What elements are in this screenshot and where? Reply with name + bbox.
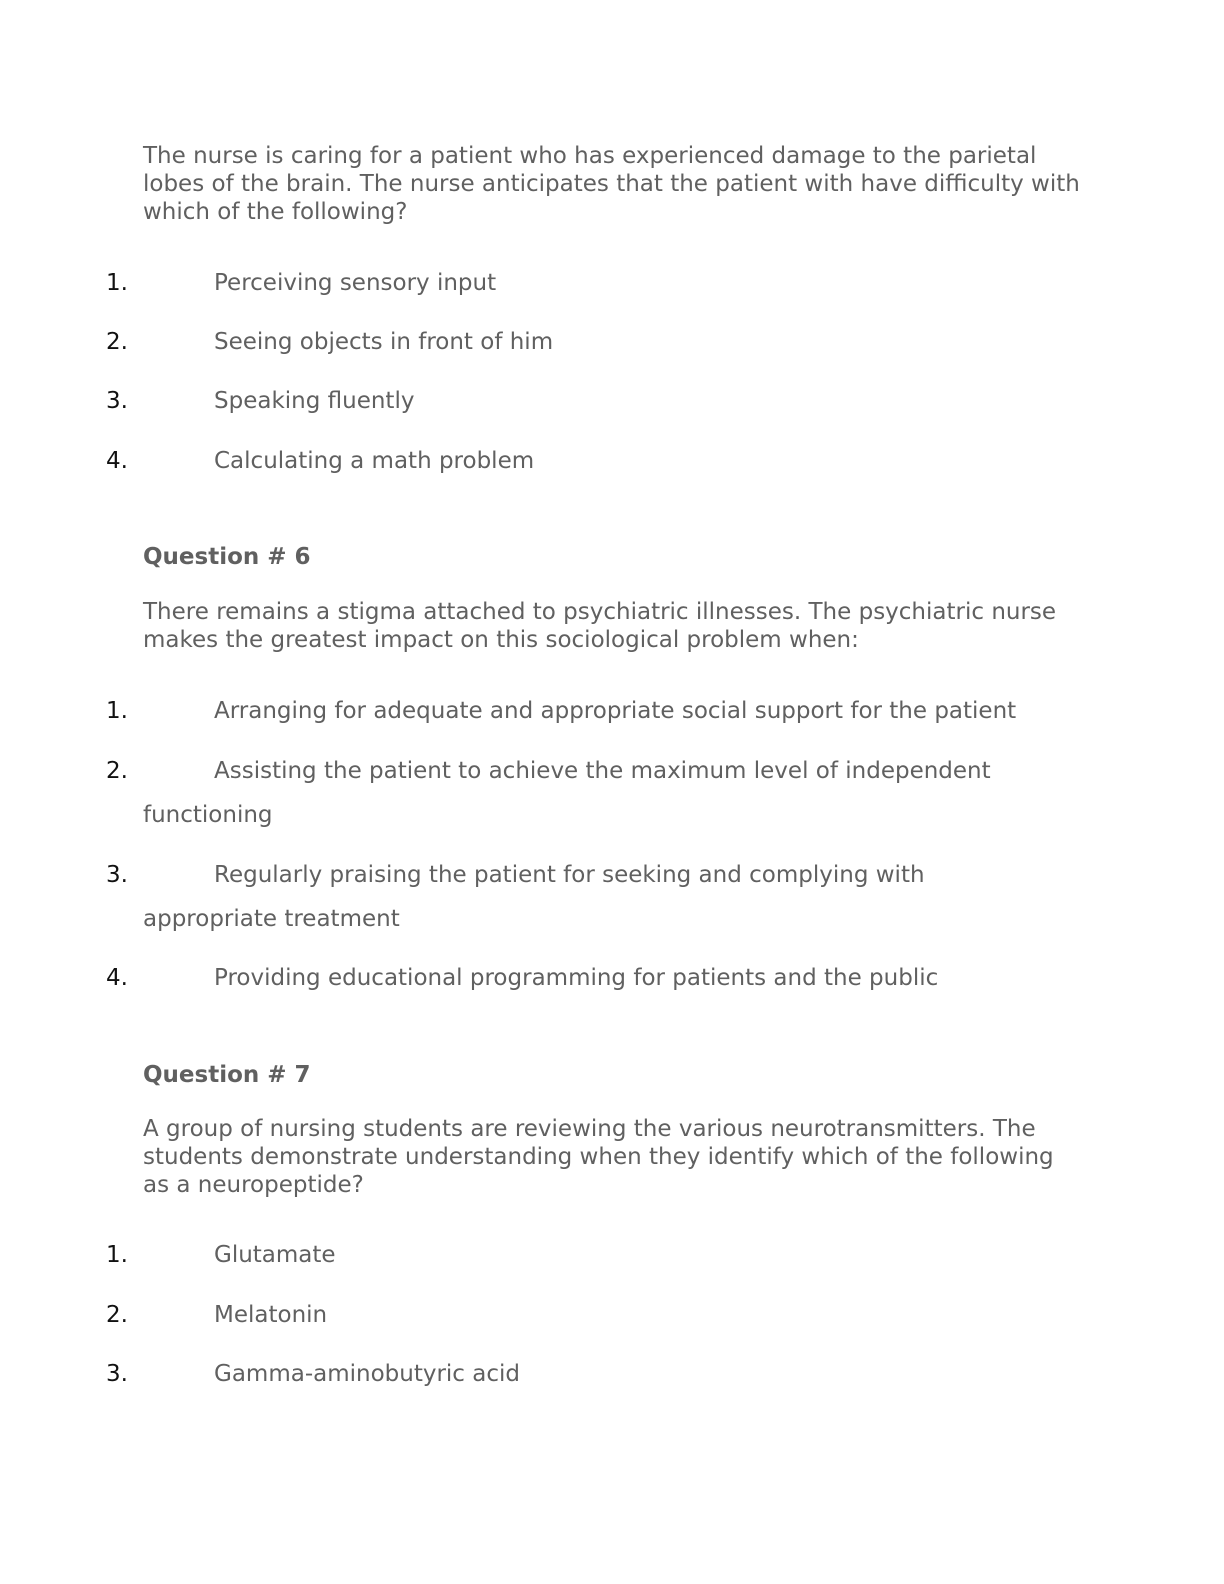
q5-option-2-number: 2. — [106, 329, 128, 355]
q6-option-3-text: Regularly praising the patient for seeking and complying with — [214, 862, 925, 888]
q5-option-1-number: 1. — [106, 270, 128, 296]
q7-option-1-number: 1. — [106, 1242, 128, 1268]
q5-option-4-number: 4. — [106, 448, 128, 474]
q5-option-4-text: Calculating a math problem — [214, 448, 535, 474]
q5-option-3-text: Speaking fluently — [214, 388, 415, 414]
q6-option-4-number: 4. — [106, 965, 128, 991]
q6-option-1-number: 1. — [106, 698, 128, 724]
q5-option-1-text: Perceiving sensory input — [214, 270, 497, 296]
q6-option-1-text: Arranging for adequate and appropriate social support for the patient — [214, 698, 1017, 724]
question-7-stem: A group of nursing students are reviewing the various neurotransmitters. The students demonstrate understanding when they identify which of the following as a neuropeptide? — [143, 1116, 1054, 1198]
q6-option-4-text: Providing educational programming for patients and the public — [214, 965, 939, 991]
q7-option-2-number: 2. — [106, 1302, 128, 1328]
q6-option-3-number: 3. — [106, 862, 128, 888]
q7-option-3-number: 3. — [106, 1361, 128, 1387]
question-7-heading: Question # 7 — [143, 1062, 311, 1088]
q6-option-3-continuation: appropriate treatment — [143, 906, 400, 932]
q7-option-1-text: Glutamate — [214, 1242, 336, 1268]
question-5-stem: The nurse is caring for a patient who has experienced damage to the parietal lobes of the brain. The nurse anticipates that the patient with have difficulty with which of the following? — [143, 143, 1080, 225]
q6-option-2-number: 2. — [106, 758, 128, 784]
q7-option-3-text: Gamma-aminobutyric acid — [214, 1361, 520, 1387]
q6-option-2-continuation: functioning — [143, 802, 273, 828]
q6-option-2-text: Assisting the patient to achieve the maximum level of independent — [214, 758, 991, 784]
question-6-stem: There remains a stigma attached to psychiatric illnesses. The psychiatric nurse makes the greatest impact on this sociological problem when: — [143, 599, 1057, 653]
question-6-heading: Question # 6 — [143, 544, 311, 570]
q7-option-2-text: Melatonin — [214, 1302, 328, 1328]
q5-option-2-text: Seeing objects in front of him — [214, 329, 554, 355]
q5-option-3-number: 3. — [106, 388, 128, 414]
